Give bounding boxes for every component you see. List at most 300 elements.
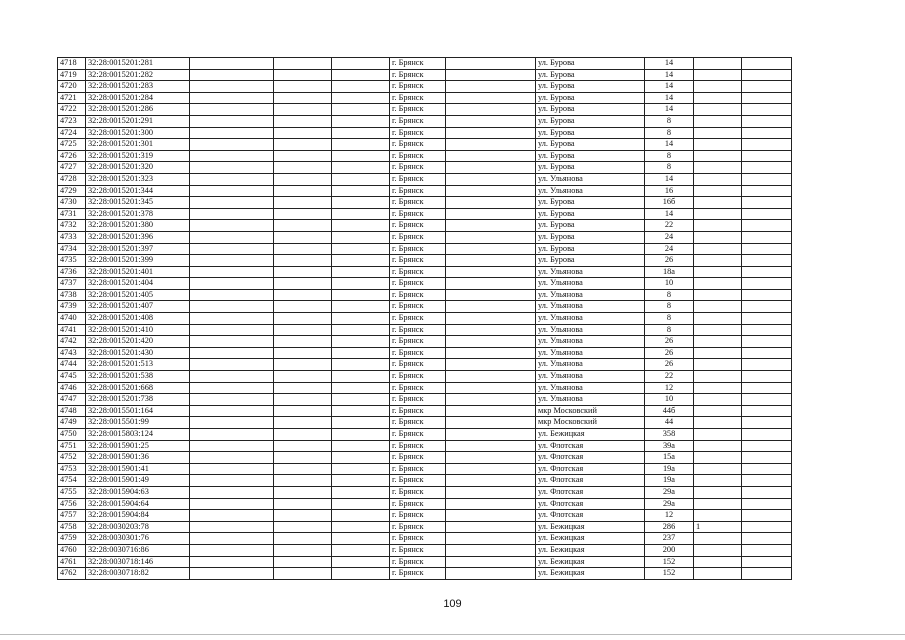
cell-cadastral: 32:28:0015201:300 xyxy=(86,127,190,139)
table-row xyxy=(58,115,792,127)
cell-street: ул. Флотская xyxy=(536,463,645,475)
cell-empty xyxy=(446,429,536,441)
cell-empty xyxy=(446,220,536,232)
cell-empty xyxy=(190,231,274,243)
cell-empty xyxy=(332,220,390,232)
table-row xyxy=(58,162,792,174)
cell-empty xyxy=(190,394,274,406)
cell-street: ул. Флотская xyxy=(536,452,645,464)
cell-empty xyxy=(332,486,390,498)
cell-extra xyxy=(694,440,742,452)
cell-empty xyxy=(274,243,332,255)
cell-empty xyxy=(274,301,332,313)
table-row xyxy=(58,255,792,267)
cell-extra xyxy=(694,533,742,545)
cell-empty xyxy=(446,266,536,278)
cell-empty xyxy=(274,58,332,70)
cell-street: ул. Бежицкая xyxy=(536,556,645,568)
cell-empty xyxy=(742,69,792,81)
table-row xyxy=(58,382,792,394)
cell-empty xyxy=(274,498,332,510)
cell-street: ул. Бурова xyxy=(536,197,645,209)
cell-extra xyxy=(694,394,742,406)
cell-cadastral: 32:28:0015201:410 xyxy=(86,324,190,336)
cell-number: 4729 xyxy=(58,185,86,197)
cell-empty xyxy=(190,533,274,545)
cell-street: ул. Бурова xyxy=(536,127,645,139)
cell-city: г. Брянск xyxy=(390,197,446,209)
cell-city: г. Брянск xyxy=(390,324,446,336)
cell-city: г. Брянск xyxy=(390,92,446,104)
cell-empty xyxy=(274,568,332,580)
cell-empty xyxy=(274,150,332,162)
cell-city: г. Брянск xyxy=(390,498,446,510)
cell-street: ул. Ульянова xyxy=(536,371,645,383)
cell-house: 14 xyxy=(645,208,694,220)
cell-street: ул. Флотская xyxy=(536,475,645,487)
cell-number: 4742 xyxy=(58,336,86,348)
cell-empty xyxy=(446,289,536,301)
cell-house: 14 xyxy=(645,104,694,116)
cell-empty xyxy=(274,139,332,151)
cell-street: ул. Ульянова xyxy=(536,278,645,290)
cell-empty xyxy=(742,185,792,197)
cell-house: 26 xyxy=(645,336,694,348)
cell-empty xyxy=(190,162,274,174)
cell-extra xyxy=(694,429,742,441)
cell-empty xyxy=(274,371,332,383)
cell-empty xyxy=(446,173,536,185)
cell-empty xyxy=(332,556,390,568)
cell-empty xyxy=(274,429,332,441)
cell-empty xyxy=(446,371,536,383)
cell-empty xyxy=(446,521,536,533)
cell-extra xyxy=(694,405,742,417)
cell-empty xyxy=(190,266,274,278)
cell-house: 12 xyxy=(645,510,694,522)
cell-empty xyxy=(742,359,792,371)
cell-extra xyxy=(694,556,742,568)
cell-house: 237 xyxy=(645,533,694,545)
cell-city: г. Брянск xyxy=(390,533,446,545)
cell-extra xyxy=(694,220,742,232)
cell-empty xyxy=(274,394,332,406)
cell-house: 8 xyxy=(645,289,694,301)
cell-street: ул. Ульянова xyxy=(536,185,645,197)
cell-street: ул. Флотская xyxy=(536,510,645,522)
cell-extra xyxy=(694,266,742,278)
cell-empty xyxy=(190,243,274,255)
cell-empty xyxy=(446,197,536,209)
cell-street: ул. Ульянова xyxy=(536,394,645,406)
cell-city: г. Брянск xyxy=(390,544,446,556)
cell-city: г. Брянск xyxy=(390,243,446,255)
cell-number: 4730 xyxy=(58,197,86,209)
cell-house: 26 xyxy=(645,255,694,267)
cell-cadastral: 32:28:0015201:404 xyxy=(86,278,190,290)
cell-number: 4741 xyxy=(58,324,86,336)
cell-city: г. Брянск xyxy=(390,347,446,359)
cell-city: г. Брянск xyxy=(390,58,446,70)
cell-empty xyxy=(742,417,792,429)
cell-empty xyxy=(190,220,274,232)
table-row xyxy=(58,568,792,580)
cell-empty xyxy=(446,162,536,174)
cell-empty xyxy=(446,115,536,127)
table-row xyxy=(58,231,792,243)
cell-city: г. Брянск xyxy=(390,173,446,185)
cell-empty xyxy=(274,510,332,522)
cell-extra xyxy=(694,243,742,255)
cell-empty xyxy=(446,324,536,336)
cell-cadastral: 32:28:0015201:345 xyxy=(86,197,190,209)
cell-empty xyxy=(742,289,792,301)
table-row xyxy=(58,405,792,417)
cell-number: 4737 xyxy=(58,278,86,290)
cell-empty xyxy=(332,127,390,139)
cell-house: 24 xyxy=(645,231,694,243)
cell-city: г. Брянск xyxy=(390,127,446,139)
cell-number: 4750 xyxy=(58,429,86,441)
cell-cadastral: 32:28:0015201:738 xyxy=(86,394,190,406)
cell-empty xyxy=(332,498,390,510)
cell-number: 4744 xyxy=(58,359,86,371)
cell-extra xyxy=(694,104,742,116)
cell-cadastral: 32:28:0015901:25 xyxy=(86,440,190,452)
cell-empty xyxy=(742,150,792,162)
cell-empty xyxy=(190,139,274,151)
cell-empty xyxy=(742,58,792,70)
cell-cadastral: 32:28:0015201:397 xyxy=(86,243,190,255)
cell-house: 152 xyxy=(645,568,694,580)
cell-empty xyxy=(446,58,536,70)
cell-empty xyxy=(190,371,274,383)
table-row xyxy=(58,394,792,406)
cell-extra xyxy=(694,301,742,313)
cell-empty xyxy=(446,486,536,498)
cell-number: 4726 xyxy=(58,150,86,162)
cell-empty xyxy=(274,185,332,197)
table-row xyxy=(58,58,792,70)
cell-number: 4721 xyxy=(58,92,86,104)
cell-house: 26 xyxy=(645,359,694,371)
table-row xyxy=(58,429,792,441)
cell-number: 4720 xyxy=(58,81,86,93)
table-row xyxy=(58,313,792,325)
cell-empty xyxy=(274,521,332,533)
cell-number: 4722 xyxy=(58,104,86,116)
cell-empty xyxy=(190,81,274,93)
cell-empty xyxy=(742,347,792,359)
cell-empty xyxy=(742,197,792,209)
cell-empty xyxy=(190,313,274,325)
cell-empty xyxy=(190,104,274,116)
cell-empty xyxy=(274,231,332,243)
cell-empty xyxy=(446,359,536,371)
cell-extra xyxy=(694,127,742,139)
cell-cadastral: 32:28:0015201:282 xyxy=(86,69,190,81)
cell-empty xyxy=(332,69,390,81)
cell-empty xyxy=(742,475,792,487)
cell-number: 4746 xyxy=(58,382,86,394)
cell-cadastral: 32:28:0015901:49 xyxy=(86,475,190,487)
cell-cadastral: 32:28:0015201:319 xyxy=(86,150,190,162)
cell-number: 4748 xyxy=(58,405,86,417)
table-row xyxy=(58,452,792,464)
cell-house: 10 xyxy=(645,278,694,290)
cell-city: г. Брянск xyxy=(390,405,446,417)
table-row xyxy=(58,69,792,81)
cell-empty xyxy=(742,81,792,93)
cell-empty xyxy=(446,92,536,104)
cell-cadastral: 32:28:0015904:64 xyxy=(86,498,190,510)
cell-street: мкр Московский xyxy=(536,417,645,429)
cell-city: г. Брянск xyxy=(390,208,446,220)
cell-extra xyxy=(694,231,742,243)
cell-street: ул. Ульянова xyxy=(536,289,645,301)
cell-empty xyxy=(274,405,332,417)
cell-cadastral: 32:28:0015201:301 xyxy=(86,139,190,151)
cell-empty xyxy=(332,533,390,545)
cell-street: ул. Бурова xyxy=(536,150,645,162)
cell-cadastral: 32:28:0015901:36 xyxy=(86,452,190,464)
cell-city: г. Брянск xyxy=(390,568,446,580)
cell-number: 4725 xyxy=(58,139,86,151)
cell-house: 18а xyxy=(645,266,694,278)
page-number: 109 xyxy=(443,598,462,610)
cell-city: г. Брянск xyxy=(390,336,446,348)
cell-house: 29а xyxy=(645,486,694,498)
cell-street: ул. Бурова xyxy=(536,81,645,93)
cell-city: г. Брянск xyxy=(390,301,446,313)
cell-empty xyxy=(742,208,792,220)
cell-cadastral: 32:28:0015904:84 xyxy=(86,510,190,522)
cell-empty xyxy=(332,173,390,185)
cell-empty xyxy=(332,440,390,452)
cell-house: 8 xyxy=(645,301,694,313)
cell-empty xyxy=(446,417,536,429)
cell-empty xyxy=(190,289,274,301)
table-row xyxy=(58,185,792,197)
table-row xyxy=(58,371,792,383)
cell-cadastral: 32:28:0015201:344 xyxy=(86,185,190,197)
cell-house: 200 xyxy=(645,544,694,556)
cell-street: ул. Ульянова xyxy=(536,382,645,394)
cell-empty xyxy=(446,475,536,487)
cell-street: ул. Бежицкая xyxy=(536,544,645,556)
cell-empty xyxy=(274,255,332,267)
cell-cadastral: 32:28:0015201:378 xyxy=(86,208,190,220)
cell-empty xyxy=(332,417,390,429)
cell-city: г. Брянск xyxy=(390,255,446,267)
cell-empty xyxy=(446,301,536,313)
cell-empty xyxy=(190,69,274,81)
cell-house: 39а xyxy=(645,440,694,452)
cell-extra xyxy=(694,475,742,487)
cell-street: ул. Бежицкая xyxy=(536,429,645,441)
cell-empty xyxy=(446,510,536,522)
cell-city: г. Брянск xyxy=(390,463,446,475)
cell-house: 22 xyxy=(645,371,694,383)
cell-extra xyxy=(694,313,742,325)
cell-cadastral: 32:28:0015201:291 xyxy=(86,115,190,127)
cell-empty xyxy=(742,115,792,127)
cell-number: 4731 xyxy=(58,208,86,220)
cell-street: ул. Бурова xyxy=(536,220,645,232)
cell-empty xyxy=(274,208,332,220)
cell-street: ул. Бурова xyxy=(536,243,645,255)
cell-city: г. Брянск xyxy=(390,521,446,533)
cell-empty xyxy=(332,521,390,533)
cell-street: ул. Бурова xyxy=(536,208,645,220)
cell-empty xyxy=(446,185,536,197)
table-row xyxy=(58,173,792,185)
table-row xyxy=(58,278,792,290)
cell-empty xyxy=(190,452,274,464)
cell-empty xyxy=(446,556,536,568)
cell-number: 4736 xyxy=(58,266,86,278)
cell-house: 14 xyxy=(645,58,694,70)
cell-street: ул. Ульянова xyxy=(536,324,645,336)
cell-number: 4759 xyxy=(58,533,86,545)
cell-city: г. Брянск xyxy=(390,429,446,441)
cell-number: 4718 xyxy=(58,58,86,70)
cell-cadastral: 32:28:0015803:124 xyxy=(86,429,190,441)
table-row xyxy=(58,359,792,371)
table-row xyxy=(58,81,792,93)
cell-empty xyxy=(332,162,390,174)
cell-empty xyxy=(274,266,332,278)
cell-extra xyxy=(694,510,742,522)
cell-number: 4727 xyxy=(58,162,86,174)
cell-number: 4757 xyxy=(58,510,86,522)
cell-empty xyxy=(332,208,390,220)
cell-empty xyxy=(190,185,274,197)
cell-empty xyxy=(446,313,536,325)
cell-cadastral: 32:28:0015201:286 xyxy=(86,104,190,116)
cell-cadastral: 32:28:0030203:78 xyxy=(86,521,190,533)
cell-empty xyxy=(332,405,390,417)
cell-extra xyxy=(694,417,742,429)
cell-empty xyxy=(190,429,274,441)
cell-house: 8 xyxy=(645,150,694,162)
cell-empty xyxy=(332,359,390,371)
cell-number: 4755 xyxy=(58,486,86,498)
cell-number: 4749 xyxy=(58,417,86,429)
cell-city: г. Брянск xyxy=(390,486,446,498)
cell-house: 16б xyxy=(645,197,694,209)
cell-city: г. Брянск xyxy=(390,440,446,452)
cell-empty xyxy=(742,568,792,580)
cell-city: г. Брянск xyxy=(390,371,446,383)
cell-city: г. Брянск xyxy=(390,359,446,371)
cell-empty xyxy=(332,544,390,556)
cell-empty xyxy=(274,81,332,93)
cell-empty xyxy=(332,197,390,209)
cell-house: 14 xyxy=(645,139,694,151)
cell-empty xyxy=(742,556,792,568)
cell-empty xyxy=(446,568,536,580)
cell-empty xyxy=(446,69,536,81)
cell-street: ул. Бурова xyxy=(536,255,645,267)
cell-empty xyxy=(274,220,332,232)
cell-empty xyxy=(446,394,536,406)
cell-empty xyxy=(274,173,332,185)
cell-empty xyxy=(190,359,274,371)
cell-empty xyxy=(446,463,536,475)
cell-number: 4739 xyxy=(58,301,86,313)
cell-number: 4760 xyxy=(58,544,86,556)
register-table xyxy=(57,57,792,580)
cell-empty xyxy=(274,127,332,139)
cell-empty xyxy=(332,475,390,487)
cell-empty xyxy=(446,278,536,290)
cell-extra xyxy=(694,359,742,371)
cell-cadastral: 32:28:0015201:284 xyxy=(86,92,190,104)
cell-empty xyxy=(742,231,792,243)
cell-empty xyxy=(274,452,332,464)
cell-cadastral: 32:28:0015901:41 xyxy=(86,463,190,475)
cell-city: г. Брянск xyxy=(390,162,446,174)
cell-empty xyxy=(190,127,274,139)
cell-city: г. Брянск xyxy=(390,452,446,464)
cell-empty xyxy=(190,510,274,522)
cell-empty xyxy=(190,486,274,498)
cell-empty xyxy=(446,104,536,116)
cell-city: г. Брянск xyxy=(390,289,446,301)
table-row xyxy=(58,220,792,232)
cell-city: г. Брянск xyxy=(390,556,446,568)
cell-city: г. Брянск xyxy=(390,475,446,487)
cell-city: г. Брянск xyxy=(390,104,446,116)
cell-empty xyxy=(742,255,792,267)
cell-empty xyxy=(742,243,792,255)
cell-cadastral: 32:28:0015201:668 xyxy=(86,382,190,394)
cell-empty xyxy=(332,139,390,151)
cell-empty xyxy=(190,347,274,359)
table-row xyxy=(58,266,792,278)
cell-house: 8 xyxy=(645,162,694,174)
cell-empty xyxy=(742,429,792,441)
cell-empty xyxy=(274,313,332,325)
cell-empty xyxy=(332,104,390,116)
cell-empty xyxy=(742,382,792,394)
cell-cadastral: 32:28:0030718:82 xyxy=(86,568,190,580)
cell-extra xyxy=(694,371,742,383)
cell-empty xyxy=(190,405,274,417)
cell-empty xyxy=(742,394,792,406)
cell-empty xyxy=(446,452,536,464)
cell-empty xyxy=(190,544,274,556)
table-row xyxy=(58,301,792,313)
cell-empty xyxy=(332,231,390,243)
cell-city: г. Брянск xyxy=(390,266,446,278)
cell-empty xyxy=(332,382,390,394)
cell-empty xyxy=(332,371,390,383)
cell-extra xyxy=(694,568,742,580)
cell-city: г. Брянск xyxy=(390,231,446,243)
cell-empty xyxy=(742,301,792,313)
table-row xyxy=(58,324,792,336)
cell-extra xyxy=(694,162,742,174)
cell-extra xyxy=(694,289,742,301)
table-row xyxy=(58,533,792,545)
cell-empty xyxy=(332,510,390,522)
cell-city: г. Брянск xyxy=(390,313,446,325)
cell-empty xyxy=(742,452,792,464)
cell-street: ул. Ульянова xyxy=(536,336,645,348)
cell-number: 4723 xyxy=(58,115,86,127)
